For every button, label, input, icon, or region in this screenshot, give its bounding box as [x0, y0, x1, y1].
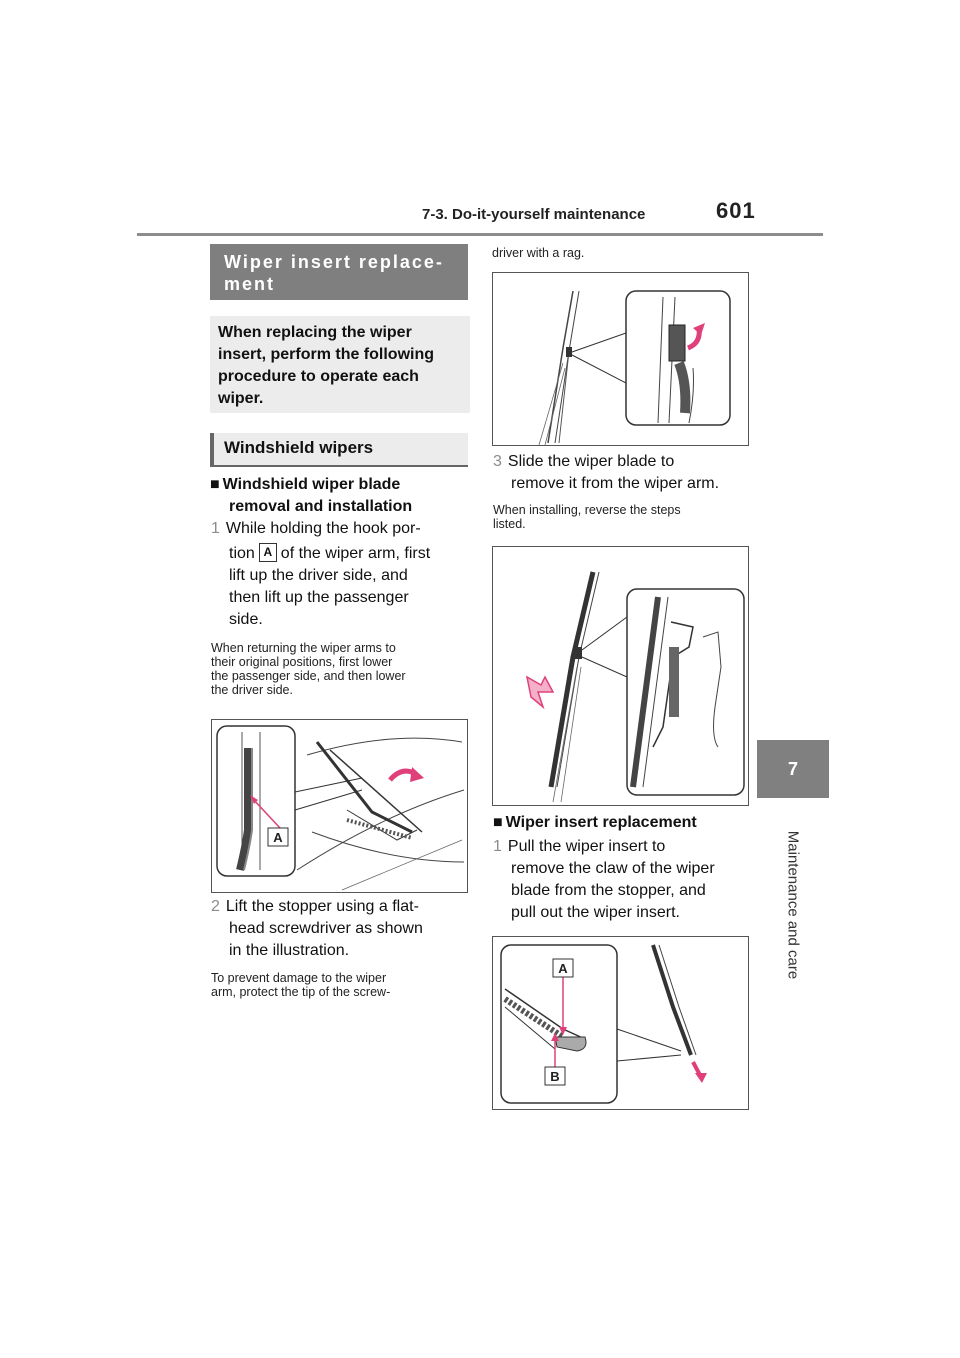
step3-line1: Slide the wiper blade to: [507, 453, 675, 470]
section-title: [210, 244, 468, 300]
step-number: 3: [493, 453, 502, 470]
note-returning-arms: [211, 641, 471, 697]
chapter-title-text: Maintenance and care: [784, 830, 802, 980]
step-number: 1: [493, 838, 502, 855]
blade-heading-line2: removal and installation: [229, 498, 413, 515]
slide-blade-illustration: [493, 547, 749, 806]
blade-heading-line1: Windshield wiper blade: [222, 476, 401, 493]
step1-line2b: of the wiper arm, first: [280, 545, 431, 562]
intro-box: [210, 316, 470, 413]
step4-line3: blade from the stopper, and: [511, 882, 706, 899]
note-protect-tip-cont: [492, 246, 752, 260]
bullet-icon: ■: [493, 814, 503, 831]
step1-line3: lift up the driver side, and: [229, 567, 408, 584]
figure-stopper: [492, 272, 749, 446]
step-insert-1: [493, 836, 753, 924]
hook-portion-illustration: [212, 720, 468, 893]
step-number: 2: [211, 898, 220, 915]
note1-line1: When returning the wiper arms to: [211, 641, 396, 655]
note-protect-tip: [211, 971, 471, 999]
step1-line4: then lift up the passenger: [229, 589, 409, 606]
note2-line3: driver with a rag.: [492, 246, 585, 260]
figure-label-b: B: [550, 1069, 560, 1084]
wiper-insert-illustration: [493, 937, 749, 1110]
note-installing: [493, 503, 753, 531]
note3-line2: listed.: [493, 517, 526, 531]
intro-line1: When replacing the wiper: [218, 324, 412, 341]
step2-line3: in the illustration.: [229, 942, 350, 959]
intro-line4: wiper.: [218, 390, 264, 407]
subheading-windshield-wipers: Windshield wipers: [210, 433, 468, 467]
note3-line1: When installing, reverse the steps: [493, 503, 681, 517]
step3-line2: remove it from the wiper arm.: [511, 475, 720, 492]
bullet-icon: ■: [210, 476, 220, 493]
blade-heading: [210, 474, 412, 518]
step-2: [211, 896, 471, 962]
page-number: 601: [716, 198, 756, 223]
label-a-badge: A: [259, 543, 277, 562]
intro-line2: insert, perform the following: [218, 346, 435, 363]
stopper-illustration: [493, 273, 749, 446]
section-title-line2: ment: [224, 274, 276, 294]
step1-line1: While holding the hook por-: [225, 520, 421, 537]
chapter-tab[interactable]: 7: [757, 740, 829, 798]
note1-line2: their original positions, first lower: [211, 655, 393, 669]
intro-line3: procedure to operate each: [218, 368, 419, 385]
step4-line1: Pull the wiper insert to: [507, 838, 666, 855]
step1-line2a: tion: [229, 545, 255, 562]
step4-line2: remove the claw of the wiper: [511, 860, 715, 877]
note1-line3: the passenger side, and then lower: [211, 669, 406, 683]
figure-hook-portion: [211, 719, 468, 893]
step4-line4: pull out the wiper insert.: [511, 904, 680, 921]
step2-line1: Lift the stopper using a flat-: [225, 898, 419, 915]
figure-label-a: A: [558, 961, 568, 976]
insert-heading: [493, 812, 697, 834]
header-rule: [137, 233, 823, 236]
figure-wiper-insert: [492, 936, 749, 1110]
note1-line4: the driver side.: [211, 683, 293, 697]
section-header: 7-3. Do-it-yourself maintenance: [422, 206, 646, 223]
chapter-title: [758, 815, 828, 995]
step1-line5: side.: [229, 611, 263, 628]
insert-heading-line1: Wiper insert replacement: [505, 814, 697, 831]
note2-line1: To prevent damage to the wiper: [211, 971, 387, 985]
step-3: [493, 451, 753, 495]
step-number: 1: [211, 520, 220, 537]
step2-line2: head screwdriver as shown: [229, 920, 423, 937]
section-title-line1: Wiper insert replace-: [224, 252, 444, 272]
note2-line2: arm, protect the tip of the screw-: [211, 985, 391, 999]
step-1: [211, 518, 471, 631]
figure-label-a: A: [273, 830, 283, 845]
figure-slide-blade: [492, 546, 749, 806]
